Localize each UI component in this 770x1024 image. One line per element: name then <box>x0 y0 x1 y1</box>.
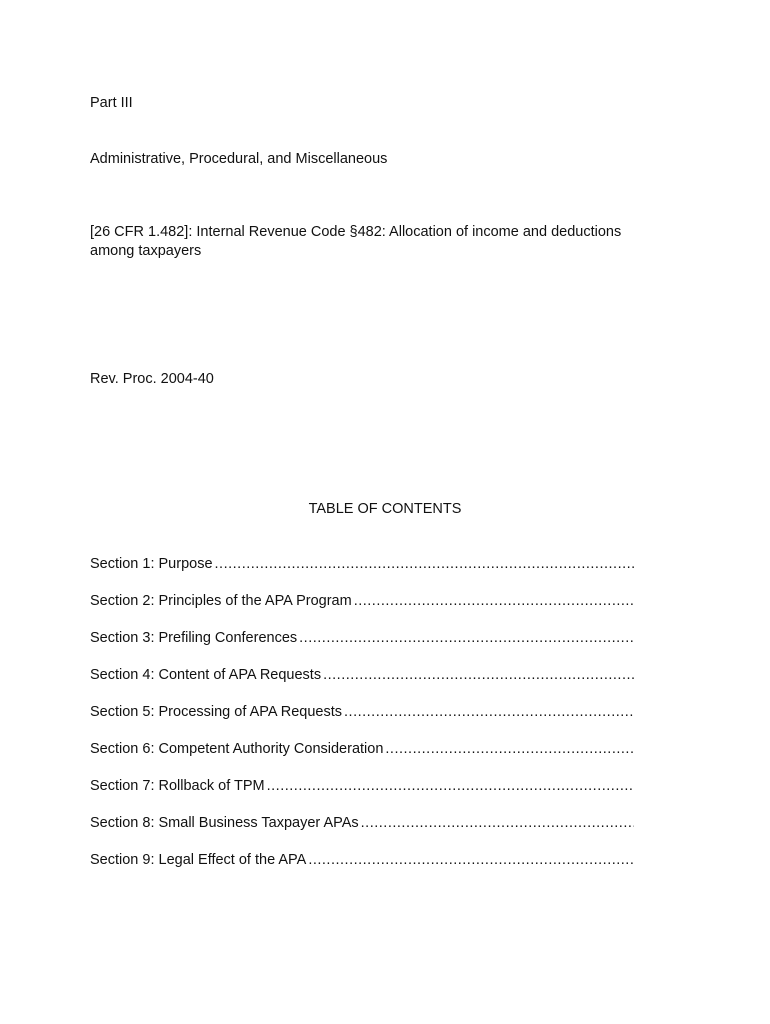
toc-entry-section-4[interactable] <box>90 666 634 703</box>
rev-proc-number: Rev. Proc. 2004-40 <box>90 371 214 387</box>
toc-entry-section-5[interactable] <box>90 703 634 740</box>
toc-entry-section-2[interactable] <box>90 592 634 629</box>
toc-entry-label: Section 9: Legal Effect of the APA <box>90 852 307 868</box>
part-subtitle: Administrative, Procedural, and Miscellaneous <box>90 151 388 167</box>
table-of-contents <box>90 555 634 888</box>
toc-entry-section-6[interactable] <box>90 740 634 777</box>
toc-heading: TABLE OF CONTENTS <box>308 501 462 517</box>
toc-entry-label: Section 6: Competent Authority Consideration <box>90 741 384 757</box>
toc-entry-label: Section 4: Content of APA Requests <box>90 667 322 683</box>
cfr-citation: [26 CFR 1.482]: Internal Revenue Code §482: Allocation of income and deductions among taxpayers <box>90 224 622 259</box>
toc-dot-leader <box>323 666 634 685</box>
toc-entry-section-9[interactable] <box>90 851 634 888</box>
toc-entry-section-7[interactable] <box>90 777 634 814</box>
part-label: Part III <box>90 95 133 111</box>
toc-dot-leader <box>385 740 634 759</box>
toc-dot-leader <box>299 629 634 648</box>
toc-dot-leader <box>308 851 634 870</box>
toc-entry-label: Section 8: Small Business Taxpayer APAs <box>90 815 359 831</box>
toc-entry-section-8[interactable] <box>90 814 634 851</box>
toc-entry-label: Section 3: Prefiling Conferences <box>90 630 298 646</box>
toc-entry-label: Section 2: Principles of the APA Program <box>90 593 352 609</box>
toc-entry-label: Section 5: Processing of APA Requests <box>90 704 343 720</box>
toc-dot-leader <box>344 703 634 722</box>
toc-dot-leader <box>361 814 634 833</box>
toc-dot-leader <box>354 592 634 611</box>
toc-entry-section-3[interactable] <box>90 629 634 666</box>
toc-entry-section-1[interactable] <box>90 555 634 592</box>
toc-dot-leader <box>267 777 634 796</box>
toc-dot-leader <box>215 555 634 574</box>
toc-entry-label: Section 7: Rollback of TPM <box>90 778 265 794</box>
toc-entry-label: Section 1: Purpose <box>90 556 213 572</box>
